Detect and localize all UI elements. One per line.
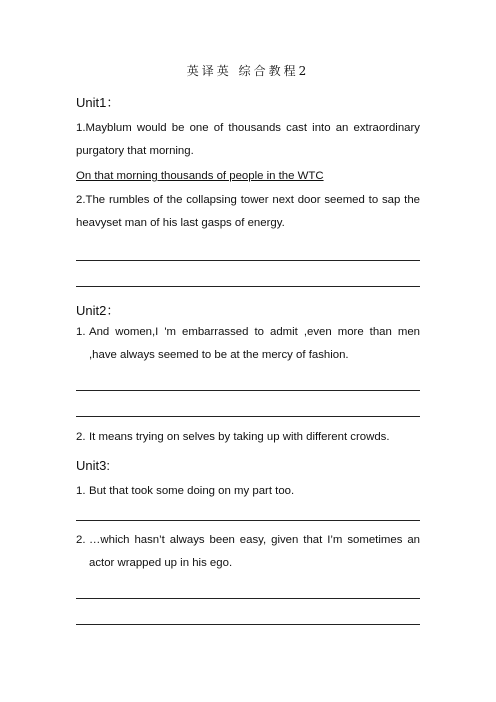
unit3-question-1-number: 1. [76,485,86,497]
unit2-question-1-number: 1. [76,326,86,338]
unit1-question-1: 1.Mayblum would be one of thousands cast into an extraordinary purgatory that morning. [76,122,420,157]
unit2-answer-line-2 [76,416,420,417]
unit2-question-2 [76,426,420,449]
unit3-answer-line-2 [76,598,420,599]
unit3-answer-line-3 [76,624,420,625]
unit2-question-2-number: 2. [76,431,86,443]
unit2-heading: Unit2： [76,303,120,318]
unit2-question-1 [76,321,420,367]
unit3-question-1-text: But that took some doing on my part too. [89,485,295,497]
unit1-answer-line-2 [76,286,420,287]
unit1-answer-1: On that morning thousands of people in the WTC [76,170,324,182]
unit2-question-2-text: It means trying on selves by taking up with different crowds. [89,431,390,443]
unit3-question-2-text: …which hasn’t always been easy, given that I’m sometimes an actor wrapped up in his ego. [89,534,420,569]
page-title: 英译英 综合教程2 [186,64,310,78]
unit1-answer-line-1 [76,260,420,261]
unit3-answer-line-1 [76,520,420,521]
unit2-answer-line-1 [76,390,420,391]
unit3-question-1 [76,480,420,503]
unit1-heading: Unit1： [76,95,120,110]
unit3-question-2 [76,529,420,575]
unit3-heading: Unit3: [76,458,110,473]
unit3-question-2-number: 2. [76,534,86,546]
unit2-question-1-text: And women,I 'm embarrassed to admit ,even more than men ,have always seemed to be at the mercy of fashion. [89,326,420,361]
unit1-question-2: 2.The rumbles of the collapsing tower next door seemed to sap the heavyset man of his last gasps of energy. [76,194,420,229]
